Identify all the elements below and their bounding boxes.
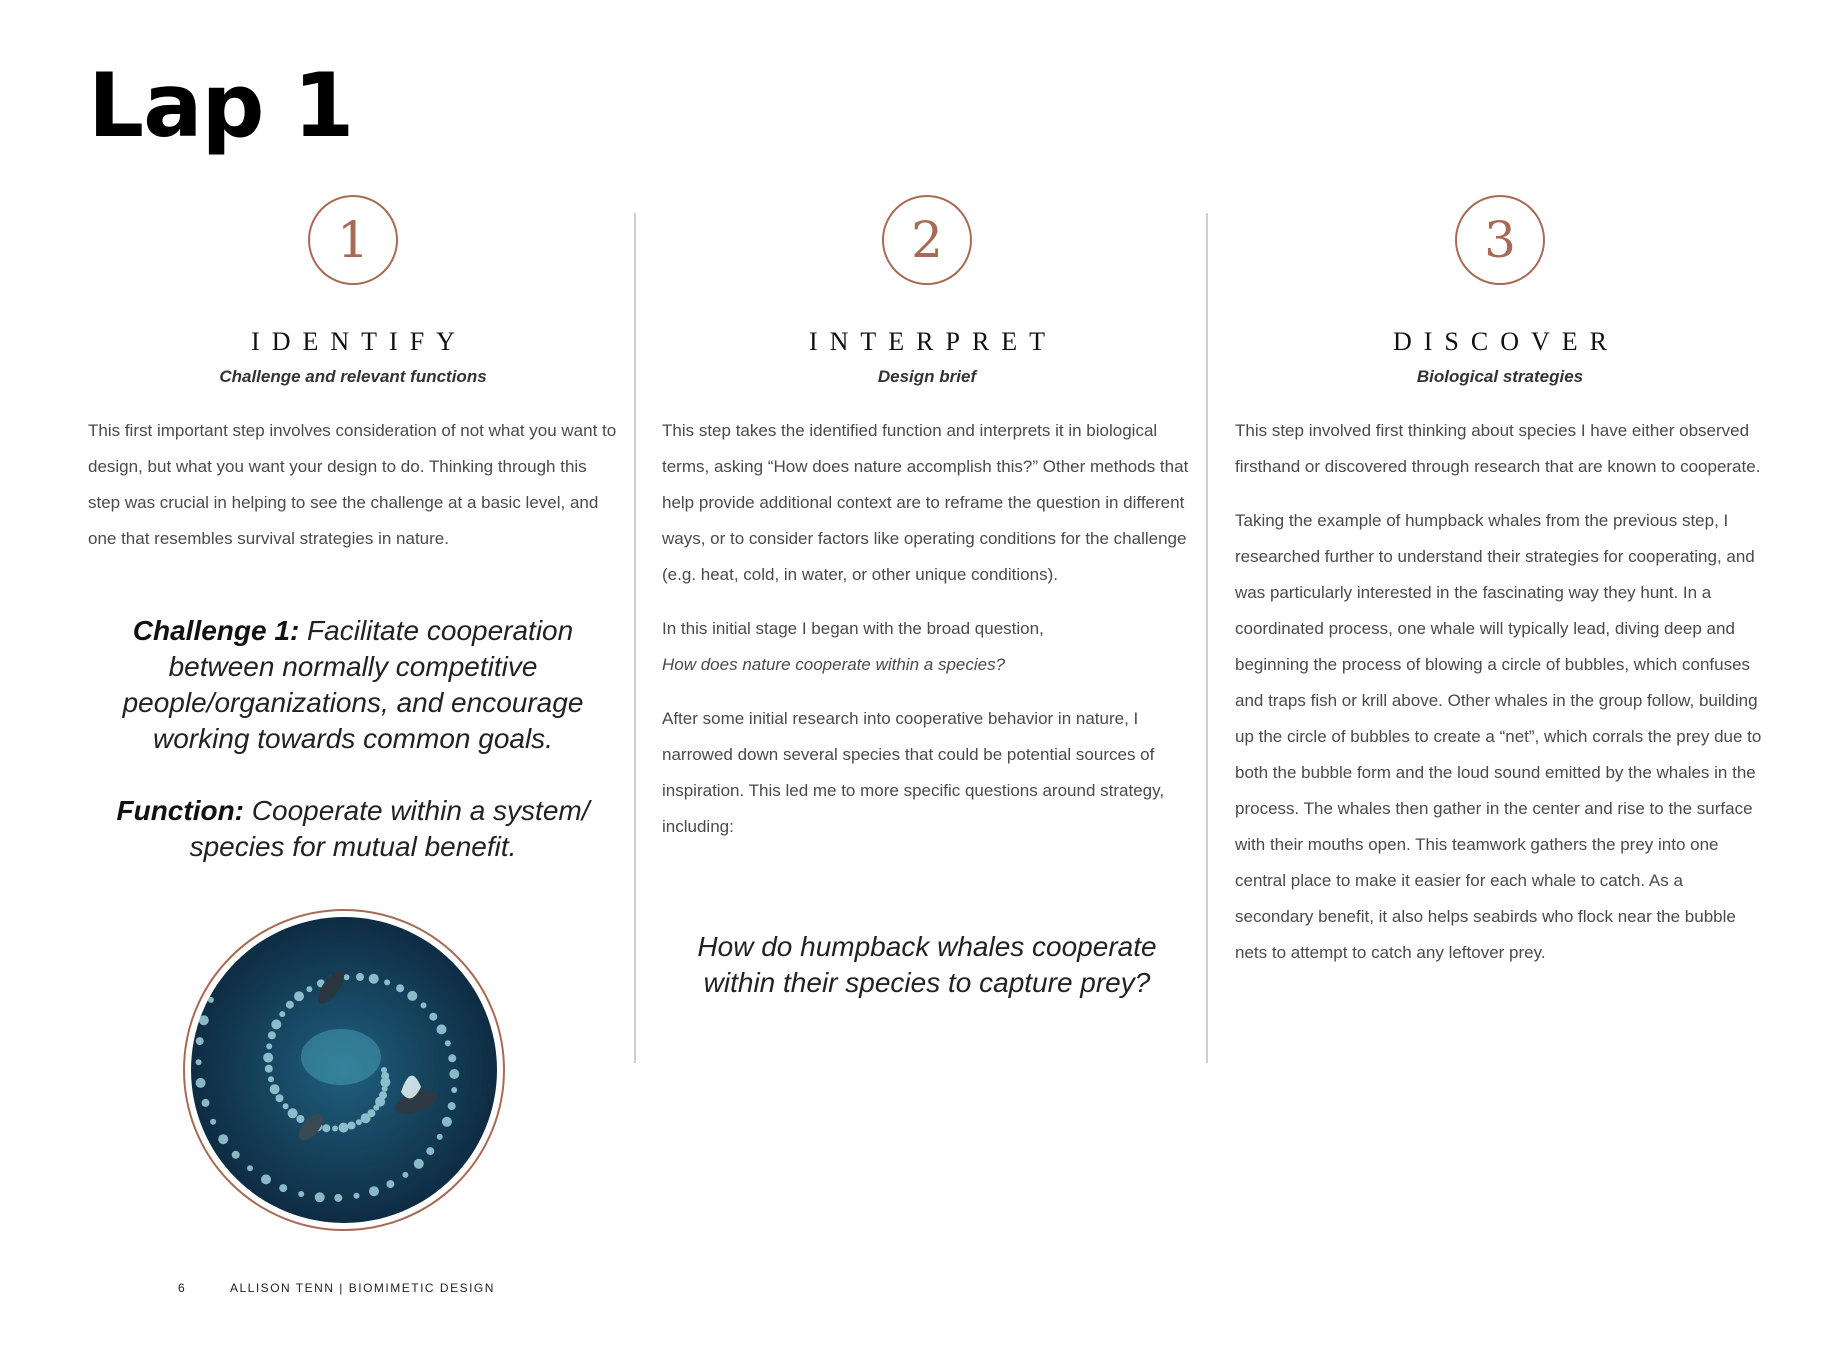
bubble-shape [407,991,417,1001]
bubble-shape [279,1011,285,1017]
bubble-shape [437,1024,447,1034]
step-subtitle: Design brief [877,367,977,386]
bubble-shape [451,1087,457,1093]
page-footer [178,1281,495,1295]
bubble-shape [356,973,364,981]
whale-bubble-net-image [191,917,497,1223]
bubble-shape [449,1069,459,1079]
page-number: 6 [178,1281,187,1295]
bubble-shape [334,1194,342,1202]
bubble-shape [442,1117,452,1127]
bubble-shape [210,1119,216,1125]
step-paragraph: This first important step involves consideration of not what you want to design, but what you want your design to do. Thinking through this step was crucial in helping to see the challenge at a basic level, and one that resembles survival strategies in nature. [88,421,617,548]
function-text: Cooperate within a system/ species for mutual benefit. [189,795,590,862]
bubble-shape [380,1077,390,1087]
column-divider [1206,213,1208,1063]
step-subtitle: Biological strategies [1416,367,1584,386]
bubble-shape [414,1159,424,1169]
challenge-statement [88,613,618,757]
step-number-badge: 3 [1455,195,1545,285]
bubble-shape [421,1002,427,1008]
bubble-shape [322,1124,330,1132]
humpback-whale-photo [183,909,505,1231]
step-paragraph: This step involved first thinking about species I have either observed firsthand or discovered through research that are known to cooperate. [1235,421,1761,476]
step-identify-column [88,195,618,865]
bubble-shape [286,1001,294,1009]
bubble-shape [268,1031,276,1039]
bubble-shape [445,1040,451,1046]
bubble-shape [448,1054,456,1062]
bubble-shape [265,1065,273,1073]
bubble-shape [429,1013,437,1021]
step-paragraph: This step takes the identified function and interprets it in biological terms, asking “How does nature accomplish this?” Other methods that help provide additional context are to reframe the question in different ways, or to consider factors like operating conditions for the challenge (e.g. heat, cold, in water, or other unique conditions). [662,421,1189,584]
bubble-shape [283,1103,289,1109]
broad-question: How does nature cooperate within a species? [662,655,1006,674]
bubble-shape [270,1084,280,1094]
step-title: IDENTIFY [251,327,467,356]
step-discover-column [1235,195,1765,971]
step-paragraph: Taking the example of humpback whales from the previous step, I researched further to understand their strategies for cooperating, and was particularly interested in the fascinating way they hunt. In a coordinated process, one whale will typically lead, diving deep and beginning the process of blowing a circle of bubbles, which confuses and traps fish or krill above. Other whales in the group follow, building up the circle of bubbles to create a “net”, which corrals the prey due to both the bubble form and the loud sound emitted by the whales in the process. The whales then gather in the center and rise to the surface with their mouths open. This teamwork gathers the prey into one central place to make it easier for each whale to catch. As a secondary benefit, it also helps seabirds who flock near the bubble nets to attempt to catch any leftover prey. [1235,511,1762,962]
bubble-shape [232,1151,240,1159]
bubble-shape [402,1172,408,1178]
bubble-shape [356,1119,362,1125]
footer-text: ALLISON TENN | BIOMIMETIC DESIGN [230,1281,495,1295]
bubble-shape [218,1134,228,1144]
bubble-shape [332,1126,338,1132]
function-statement [88,793,618,865]
bubble-shape [196,1037,204,1045]
bubble-shape [196,1078,206,1088]
bubble-shape [298,1191,304,1197]
bubble-shape [384,979,390,985]
bubble-shape [296,1115,304,1123]
step-subtitle: Challenge and relevant functions [219,367,487,386]
bubble-shape [196,1059,202,1065]
bubble-shape [315,1192,325,1202]
function-label: Function: [116,795,245,826]
bubble-shape [276,1094,284,1102]
bubble-shape [268,1076,274,1082]
bubble-shape [344,974,350,980]
bubble-shape [271,1019,281,1029]
bubble-shape [261,1174,271,1184]
bubble-shape [306,986,312,992]
bubble-shape [361,1113,371,1123]
step-number-badge: 1 [308,195,398,285]
bubble-shape [348,1122,356,1130]
step-number-badge: 2 [882,195,972,285]
challenge-text: Facilitate cooperation between normally competitive people/organizations, and encourage working towards common goals. [122,615,584,754]
bubble-shape [199,1015,209,1025]
bubble-shape [437,1134,443,1140]
step-title: DISCOVER [1392,327,1619,356]
bubble-shape [247,1165,253,1171]
bubble-shape [369,1186,379,1196]
step-paragraph: In this initial stage I began with the broad question, [662,619,1044,638]
bubble-shape [448,1102,456,1110]
bubble-shape [373,1105,379,1111]
bubble-shape [266,1043,272,1049]
column-divider [634,213,636,1063]
bubble-shape [202,1099,210,1107]
bubble-shape [354,1193,360,1199]
bubble-shape [426,1147,434,1155]
challenge-label: Challenge 1: [132,615,300,646]
research-question: How do humpback whales cooperate within their species to capture prey? [697,931,1157,998]
bubble-shape [288,1108,298,1118]
bubble-shape [386,1180,394,1188]
step-interpret-column [662,195,1192,1001]
bubble-shape [369,974,379,984]
step-paragraph: After some initial research into cooperative behavior in nature, I narrowed down several species that could be potential sources of inspiration. This led me to more specific questions around strategy, including: [662,709,1165,836]
bubble-shape [381,1067,387,1073]
step-title: INTERPRET [808,327,1058,356]
bubble-shape [396,984,404,992]
bubble-shape [382,1086,388,1092]
page-title: Lap 1 [88,54,354,157]
bubble-shape [263,1053,273,1063]
bubble-shape [339,1123,349,1133]
bubble-shape [279,1184,287,1192]
bubble-shape [294,991,304,1001]
bubble-shape [208,997,214,1003]
